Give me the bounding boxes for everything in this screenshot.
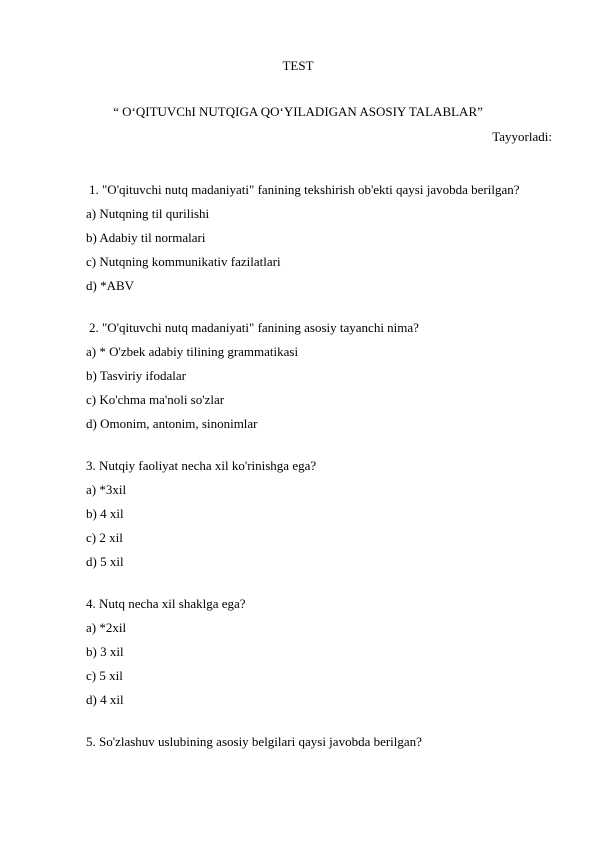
answer-option-c: c) Ko'chma ma'noli so'zlar [86, 392, 225, 407]
answer-option-d: d) Omonim, antonim, sinonimlar [86, 416, 258, 431]
answer-option-c: c) 5 xil [86, 668, 123, 683]
answer-option-a: a) *3xil [86, 482, 127, 497]
answer-option-d: d) *ABV [86, 278, 135, 293]
answer-option-a: a) *2xil [86, 620, 127, 635]
question-3 [86, 454, 566, 574]
answer-option-d: d) 5 xil [86, 554, 124, 569]
answer-option-b: b) 4 xil [86, 506, 124, 521]
answer-option-c: c) 2 xil [86, 530, 123, 545]
question-text: 5. So'zlashuv uslubining asosiy belgilari qaysi javobda berilgan? [86, 734, 422, 749]
question-text: 2. "O'qituvchi nutq madaniyati" fanining asosiy tayanchi nima? [89, 320, 419, 335]
answer-option-a: a) * O'zbek adabiy tilining grammatikasi [86, 344, 299, 359]
question-text: 1. "O'qituvchi nutq madaniyati" fanining tekshirish ob'ekti qaysi javobda berilgan? [89, 182, 520, 197]
answer-option-b: b) Adabiy til normalari [86, 230, 206, 245]
question-4 [86, 592, 566, 712]
answer-option-d: d) 4 xil [86, 692, 124, 707]
answer-option-b: b) Tasviriy ifodalar [86, 368, 186, 383]
question-text: 4. Nutq necha xil shaklga ega? [86, 596, 246, 611]
question-5 [86, 730, 566, 754]
answer-option-a: a) Nutqning til qurilishi [86, 206, 210, 221]
question-list [86, 178, 566, 772]
answer-option-c: c) Nutqning kommunikativ fazilatlari [86, 254, 281, 269]
question-1 [86, 178, 566, 298]
question-2 [86, 316, 566, 436]
author-label: Tayyorladi: [492, 129, 552, 144]
question-text: 3. Nutqiy faoliyat necha xil ko'rinishga ega? [86, 458, 317, 473]
document-title: TEST [282, 58, 314, 73]
answer-option-b: b) 3 xil [86, 644, 124, 659]
document-subtitle: “ O‘QITUVChI NUTQIGA QO‘YILADIGAN ASOSIY TALABLAR” [113, 104, 483, 119]
